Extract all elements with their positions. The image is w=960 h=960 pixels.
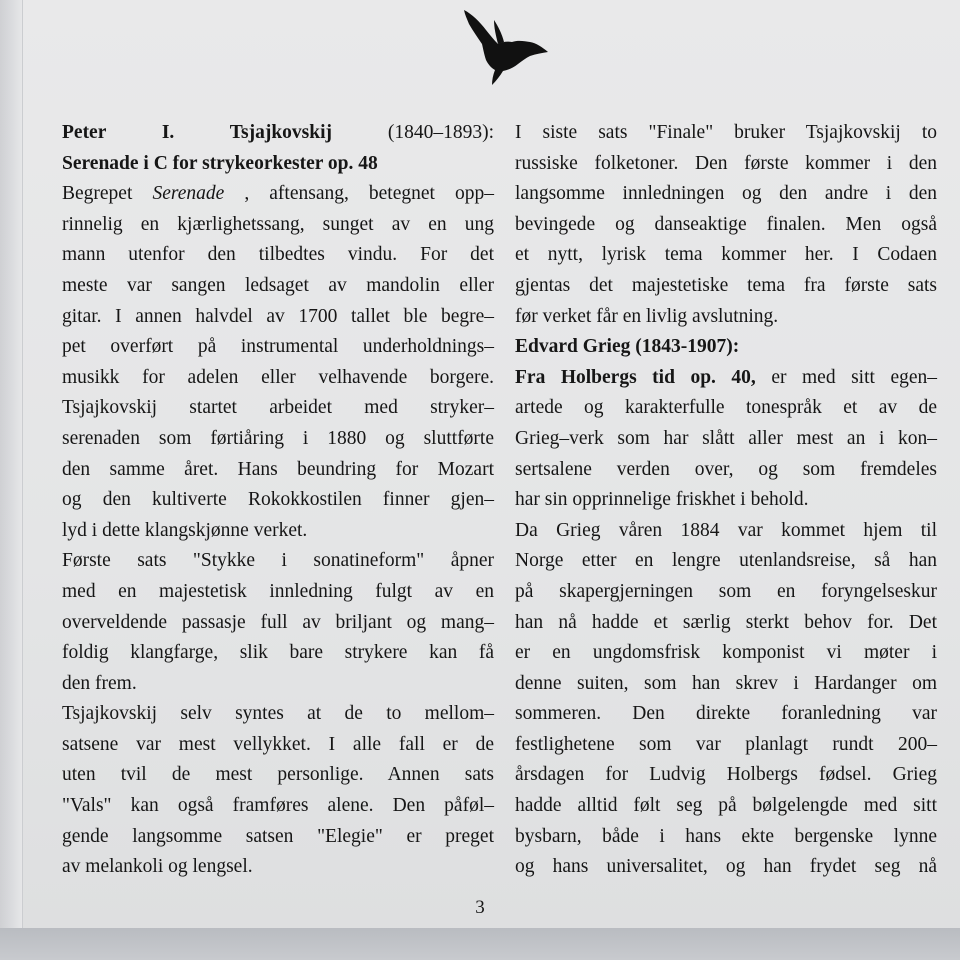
text-segment: Begrepet [62,183,153,205]
left-column [62,118,494,883]
text-line: I siste sats "Finale" bruker Tsjajkovskij to [515,122,937,143]
text-line: denne suiten, som han skrev i Hardanger om [515,672,937,694]
text-line: langsomme innledningen og den andre i den [515,183,937,205]
text-line: gende langsomme satsen "Elegie" er preget [62,825,494,847]
text-line: uten tvil de mest personlige. Annen sats [62,764,494,786]
text-line: har sin opprinnelige friskhet i behold. [515,489,809,511]
text-line: pet overført på instrumental underholdnings– [62,336,494,358]
text-line: et nytt, lyrisk tema kommer her. I Codaen [515,244,937,266]
text-line: Tsjajkovskij selv syntes at de to mellom– [62,703,494,725]
text-line: hadde alltid følt seg på bølgelengde med sitt [515,795,937,817]
text-line: musikk for adelen eller velhavende borgere. [62,366,494,388]
text-line: mann utenfor den tilbedtes vindu. For det [62,244,494,266]
text-segment: , aftensang, betegnet opp– [224,183,494,205]
text-line: meste var sangen ledsaget av mandolin eller [62,274,494,296]
text-line: sertsalene verden over, og som fremdeles [515,458,937,480]
page-number: 3 [475,897,485,918]
text-line [62,179,494,210]
text-line: satsene var mest vellykket. I alle fall er de [62,733,494,755]
text-line: gitar. I annen halvdel av 1700 tallet ble begre– [62,305,494,327]
composer-name: Peter I. Tsjajkovskij [62,122,333,143]
page-fold-edge [0,0,23,928]
text-line: artede og karakterfulle tonespråk et av de [515,397,937,419]
text-line: på skapergjerningen som en foryngelseskur [515,580,937,602]
text-line: russiske folketoner. Den første kommer i den [515,152,937,174]
text-line: rinnelig en kjærlighetssang, sunget av en ung [62,213,494,235]
text-line: "Vals" kan også framføres alene. Den påføl– [62,795,494,817]
text-line: festlighetene som var planlagt rundt 200– [515,733,937,755]
text-line: Norge etter en lengre utenlandsreise, så han [515,550,937,572]
heading-tchaikovsky [62,118,494,149]
text-line: Første sats "Stykke i sonatineform" åpner [62,550,494,572]
heading-grieg: Edvard Grieg (1843-1907): [515,336,740,358]
text-line: den samme året. Hans beundring for Mozart [62,458,494,480]
text-line: lyd i dette klangskjønne verket. [62,519,308,541]
italic-term: Serenade [152,183,225,205]
text-line: han nå hadde et særlig sterkt behov for. Det [515,611,937,633]
text-line: bysbarn, både i hans ekte bergenske lynne [515,825,937,847]
grieg-intro-rest: er med sitt egen– [755,366,937,388]
grieg-work-title: Fra Holbergs tid op. 40, [515,366,756,388]
text-line: av melankoli og lengsel. [62,856,253,878]
text-line: er en ungdomsfrisk komponist vi møter i [515,642,937,664]
text-line: og hans universalitet, og han frydet seg nå [515,856,937,878]
text-line: bevingede og danseaktige finalen. Men også [515,213,937,235]
right-body-b [515,393,937,883]
text-line: og den kultiverte Rokokkostilen finner gjen– [62,489,494,511]
text-line: Grieg–verk som har slått aller mest an i kon– [515,427,937,449]
right-body-a [515,118,937,332]
bird-silhouette-icon [458,4,550,86]
page-shadow-strip [0,928,960,960]
text-line: med en majestetisk innledning fulgt av en [62,580,494,602]
text-line: før verket får en livlig avslutning. [515,305,779,327]
text-line: årsdagen for Ludvig Holbergs fødsel. Grieg [515,764,937,786]
text-line: Tsjajkovskij startet arbeidet med stryker– [62,397,494,419]
text-line: gjentas det majestetiske tema fra første sats [515,274,937,296]
text-line: den frem. [62,672,137,694]
right-column [515,118,937,883]
text-line: sommeren. Den direkte foranledning var [515,703,937,725]
text-line: foldig klangfarge, slik bare strykere kan få [62,642,494,664]
text-line: serenaden som førtiåring i 1880 og sluttførte [62,427,494,449]
left-body [62,179,494,883]
text-line: Da Grieg våren 1884 var kommet hjem til [515,519,937,541]
grieg-intro-line [515,363,937,394]
heading-serenade: Serenade i C for strykeorkester op. 48 [62,152,378,174]
text-line: overveldende passasje full av briljant og mang– [62,611,494,633]
composer-years: (1840–1893): [332,122,494,143]
